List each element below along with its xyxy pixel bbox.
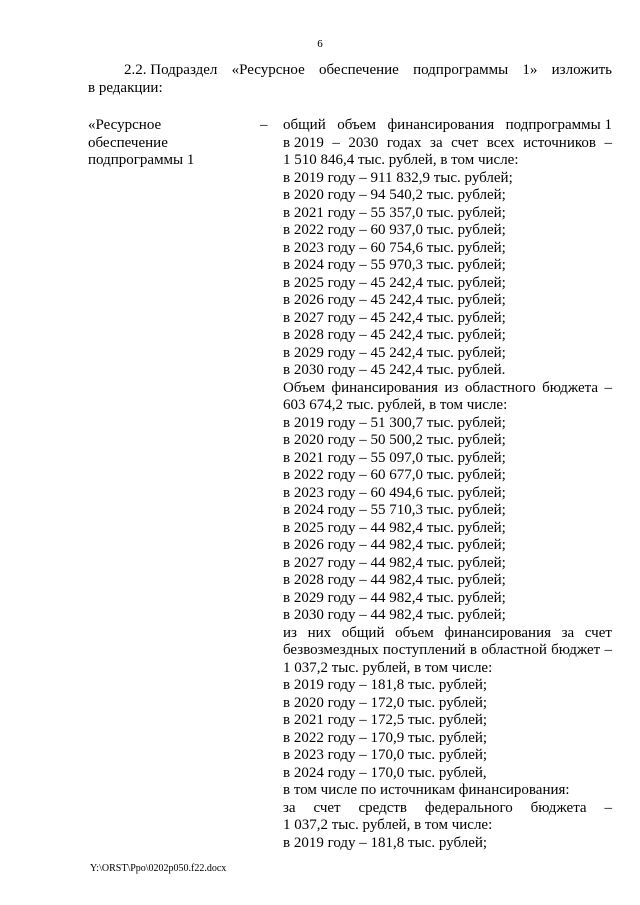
intro-word: «Ресурсное — [231, 62, 305, 78]
word: в 2019 — [283, 134, 324, 151]
word: общий — [341, 624, 385, 641]
word: объем — [337, 117, 376, 133]
text-line: в 2027 году – 44 982,4 тыс. рублей; — [283, 554, 506, 571]
intro-line-2: в редакции: — [88, 79, 163, 96]
word: в — [469, 642, 477, 658]
text-line: 1 510 846,4 тыс. рублей, в том числе: — [283, 152, 519, 168]
intro-word: изложить — [551, 62, 612, 78]
text-line: в 2022 году – 60 677,0 тыс. рублей; — [283, 467, 506, 483]
word: – — [604, 134, 612, 151]
intro-word: подпрограммы — [413, 62, 509, 78]
intro-paragraph — [88, 62, 612, 97]
word: финансирования — [331, 379, 439, 396]
word: 2030 — [348, 134, 379, 151]
word: них — [307, 624, 332, 641]
word: бюджета — [530, 799, 587, 816]
word: объем — [395, 624, 434, 641]
justified-line — [283, 642, 612, 660]
word: счет — [584, 624, 612, 641]
text-line: в 2029 году – 44 982,4 тыс. рублей; — [283, 589, 506, 606]
word: общий — [283, 117, 326, 133]
word: за — [561, 624, 575, 641]
word: финансирования — [387, 117, 495, 133]
justified-line — [283, 380, 612, 398]
justified-line — [283, 117, 612, 135]
text-line: в 2020 году – 50 500,2 тыс. рублей; — [283, 432, 506, 448]
left-line: обеспечение — [88, 134, 168, 151]
table-left-cell — [88, 117, 278, 170]
left-line: «Ресурсное — [88, 117, 162, 133]
word: поступлений — [382, 642, 466, 658]
word: областной — [481, 642, 547, 658]
text-line: в 2025 году – 44 982,4 тыс. рублей; — [283, 519, 506, 536]
word: – — [604, 799, 612, 816]
justified-line — [283, 135, 612, 153]
intro-word: обеспечение — [318, 62, 399, 78]
word: годах — [386, 134, 422, 151]
text-line: в 2024 году – 170,0 тыс. рублей, — [283, 764, 487, 781]
text-line: в 2022 году – 170,9 тыс. рублей; — [283, 729, 488, 746]
word: из — [283, 624, 297, 641]
left-dash: – — [260, 117, 268, 133]
text-line: в 2026 году – 45 242,4 тыс. рублей; — [283, 292, 506, 308]
word: безвозмездных — [283, 642, 379, 658]
text-line: 1 037,2 тыс. рублей, в том числе: — [283, 817, 493, 833]
text-line: в 2025 году – 45 242,4 тыс. рублей; — [283, 274, 506, 291]
word: средств — [358, 799, 408, 816]
text-line: в 2019 году – 51 300,7 тыс. рублей; — [283, 414, 506, 431]
footer-file-path: Y:\ORST\Ppo\0202p050.f22.docx — [90, 863, 227, 874]
text-line: в 2019 году – 181,8 тыс. рублей; — [283, 834, 488, 851]
word: из — [444, 379, 459, 396]
word: – — [604, 642, 612, 658]
text-line: в 2029 году – 45 242,4 тыс. рублей; — [283, 344, 506, 361]
text-line: в 2027 году – 45 242,4 тыс. рублей; — [283, 309, 506, 326]
justified-line — [283, 625, 612, 643]
text-line: в 2019 году – 181,8 тыс. рублей; — [283, 677, 488, 693]
text-line: в 2028 году – 45 242,4 тыс. рублей; — [283, 327, 506, 343]
word: счет — [313, 799, 341, 816]
intro-word: 1» — [522, 62, 538, 78]
text-line: в 2028 году – 44 982,4 тыс. рублей; — [283, 572, 506, 588]
word: федерального — [424, 799, 513, 816]
text-line: в том числе по источникам финансирования: — [283, 782, 570, 798]
word: подпрограммы 1 — [505, 117, 612, 133]
text-line: в 2024 году – 55 710,3 тыс. рублей; — [283, 502, 506, 518]
word: – — [604, 379, 612, 396]
word: всех — [486, 134, 515, 151]
word: областного — [464, 379, 536, 396]
page-number: 6 — [317, 38, 323, 50]
text-line: в 2030 году – 45 242,4 тыс. рублей. — [283, 362, 506, 378]
left-line: подпрограммы 1 — [88, 152, 195, 168]
intro-line-1 — [88, 62, 612, 80]
text-line: в 2023 году – 60 494,6 тыс. рублей; — [283, 484, 506, 501]
text-line: в 2020 году – 94 540,2 тыс. рублей; — [283, 187, 506, 203]
intro-word: 2.2. Подраздел — [124, 62, 218, 78]
word: – — [332, 134, 340, 151]
word: за — [430, 134, 443, 151]
justified-line — [283, 800, 612, 818]
table-right-cell — [283, 117, 612, 852]
text-line: в 2030 году – 44 982,4 тыс. рублей; — [283, 607, 506, 623]
text-line: в 2023 году – 60 754,6 тыс. рублей; — [283, 239, 506, 256]
word: финансирования — [444, 624, 552, 641]
text-line: в 2022 году – 60 937,0 тыс. рублей; — [283, 222, 506, 238]
text-line: в 2026 году – 44 982,4 тыс. рублей; — [283, 537, 506, 553]
text-line: в 2021 году – 172,5 тыс. рублей; — [283, 712, 488, 728]
text-line: в 2019 году – 911 832,9 тыс. рублей; — [283, 169, 513, 186]
text-line: в 2024 году – 55 970,3 тыс. рублей; — [283, 257, 506, 273]
text-line: в 2021 году – 55 097,0 тыс. рублей; — [283, 449, 506, 466]
word: источников — [523, 134, 596, 151]
text-line: в 2021 году – 55 357,0 тыс. рублей; — [283, 204, 506, 221]
word: Объем — [283, 379, 325, 396]
word: бюджета — [542, 379, 599, 396]
word: за — [283, 799, 296, 816]
text-line: 603 674,2 тыс. рублей, в том числе: — [283, 397, 508, 413]
text-line: в 2020 году – 172,0 тыс. рублей; — [283, 694, 488, 711]
text-line: 1 037,2 тыс. рублей, в том числе: — [283, 659, 493, 676]
word: бюджет — [551, 642, 601, 658]
text-line: в 2023 году – 170,0 тыс. рублей; — [283, 747, 488, 763]
word: счет — [451, 134, 479, 151]
